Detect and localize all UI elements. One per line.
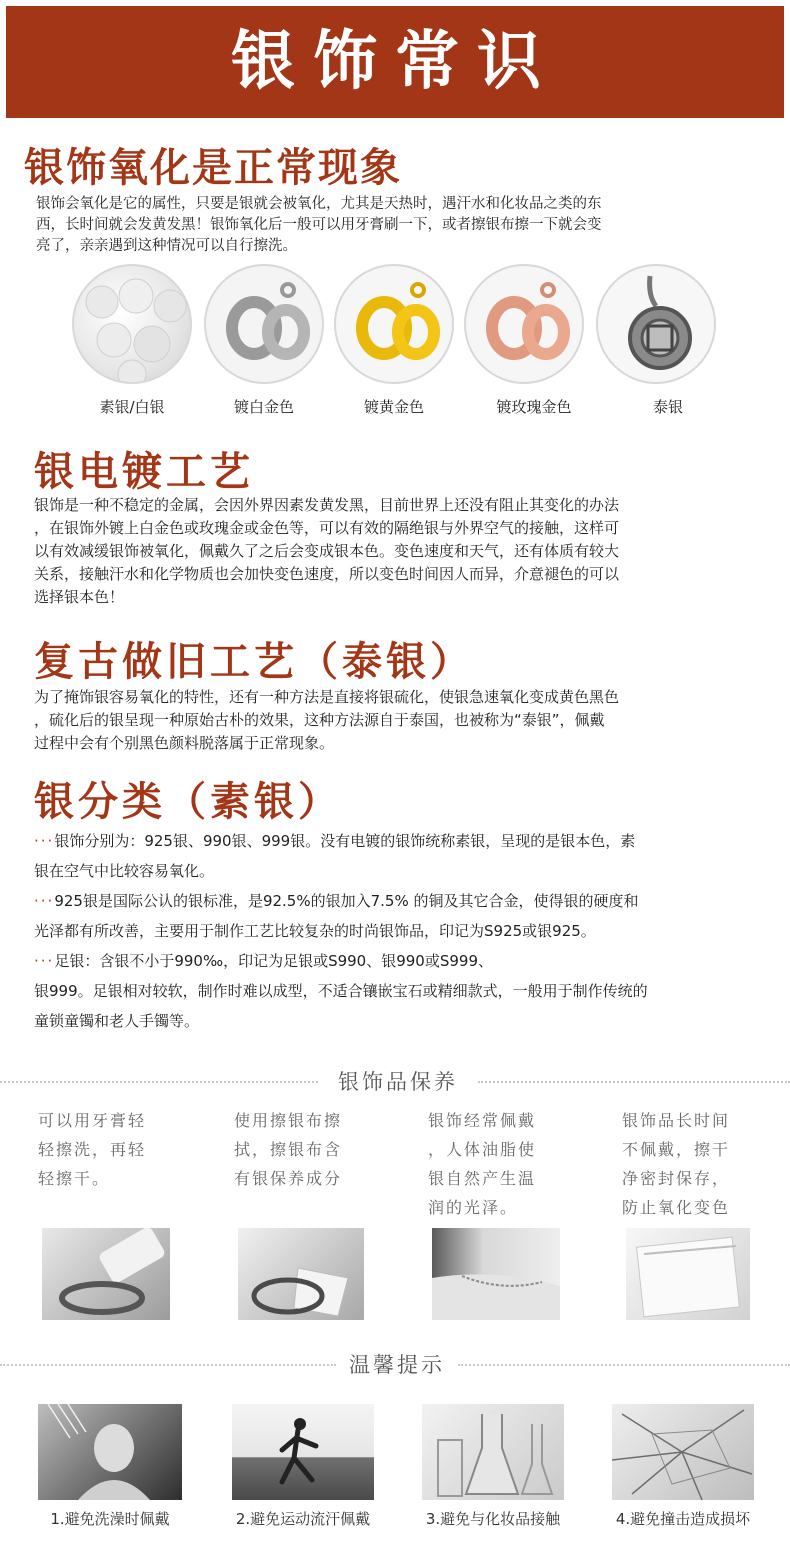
- care-tip-line: 轻擦洗，再轻: [38, 1140, 147, 1159]
- running-photo: [232, 1404, 374, 1500]
- sample-label: 镀白金色: [233, 398, 294, 416]
- care-tip-line: 不佩戴，擦干: [622, 1140, 731, 1159]
- white-gold-clasp-icon: [206, 266, 324, 384]
- chemicals-photo: [422, 1404, 564, 1500]
- banner-title: 银饰常识: [231, 25, 559, 99]
- banner-background: [6, 6, 784, 118]
- plating-line: 关系，接触汗水和化学物质也会加快变色速度，所以变色时间因人而异，介意褪色的可以: [34, 565, 620, 583]
- polishing-cloth-icon: [238, 1228, 364, 1320]
- bullet-dots: ···: [34, 952, 55, 970]
- tip-label: 4.避免撞击造成损坏: [615, 1510, 751, 1528]
- classification-text: 银饰分别为：925银、990银、999银。没有电镀的银饰统称素银，呈现的是银本色，素: [54, 832, 636, 850]
- care-tip-line: 有银保养成分: [234, 1169, 343, 1188]
- classification-text: 925银是国际公认的银标准，是92.5%的银加入7.5% 的铜及其它合金，使得银的硬度和: [54, 892, 639, 910]
- tip-label: 2.避免运动流汗佩戴: [235, 1510, 371, 1528]
- plating-line: ，在银饰外镀上白金色或玫瑰金或金色等，可以有效的隔绝银与外界空气的接触，这样可: [34, 519, 620, 537]
- care-tip-text: [38, 1106, 188, 1193]
- care-divider-right: [478, 1081, 790, 1083]
- care-divider-left: [0, 1081, 318, 1083]
- vintage-line: ，硫化后的银呈现一种原始古朴的效果，这种方法源自于泰国，也被称为“泰银”，佩戴: [34, 711, 605, 729]
- care-tip-text: [622, 1106, 772, 1222]
- plating-line: 以有效减缓银饰被氧化，佩戴久了之后会变成银本色。变色速度和天气，还有体质有较大: [34, 542, 620, 560]
- tips-title: 温馨提示: [349, 1353, 445, 1377]
- care-tip-line: 使用擦银布擦: [234, 1111, 343, 1130]
- care-tip-text: [428, 1106, 578, 1222]
- classification-paragraph: [34, 826, 779, 1036]
- care-tip-text: [234, 1106, 384, 1193]
- oxidation-heading: 银饰氧化是正常现象: [24, 145, 402, 191]
- care-tip-line: 拭，擦银布含: [234, 1140, 343, 1159]
- care-tip-line: 润的光泽。: [428, 1198, 519, 1217]
- flask-icon: [422, 1404, 564, 1500]
- runner-icon: [232, 1404, 374, 1500]
- care-tip-line: 防止氧化变色: [622, 1198, 731, 1217]
- classification-line: 光泽都有所改善，主要用于制作工艺比较复杂的时尚银饰品，印记为S925或银925。: [34, 922, 596, 940]
- sample-plain-silver-image: [72, 264, 192, 384]
- sample-yellow-gold-image: [334, 264, 454, 384]
- yellow-gold-clasp-icon: [336, 266, 454, 384]
- cloth-cleaning-photo: [238, 1228, 364, 1320]
- sample-label: 镀黄金色: [363, 398, 424, 416]
- bullet-dots: ···: [34, 832, 55, 850]
- tip-label: 3.避免与化妆品接触: [425, 1510, 561, 1528]
- care-tip-line: 净密封保存，: [622, 1169, 731, 1188]
- care-tip-line: 银饰品长时间: [622, 1111, 731, 1130]
- oxidation-paragraph: [36, 194, 766, 257]
- sample-white-gold-image: [204, 264, 324, 384]
- vintage-line: 过程中会有个别黑色颜料脱落属于正常现象。: [34, 734, 335, 752]
- classification-heading: 银分类（素银）: [34, 779, 342, 825]
- classification-line: [34, 946, 779, 976]
- wearing-bracelet-photo: [432, 1228, 560, 1320]
- plating-heading: 银电镀工艺: [34, 449, 254, 495]
- care-tip-line: ，人体油脂使: [428, 1140, 537, 1159]
- classification-line: [34, 826, 779, 856]
- toothpaste-icon: [42, 1228, 170, 1320]
- rose-gold-clasp-icon: [466, 266, 584, 384]
- care-title: 银饰品保养: [338, 1070, 458, 1094]
- oxidation-line: 西，长时间就会发黄发黑！银饰氧化后一般可以用牙膏刷一下，或者擦银布擦一下就会变: [36, 217, 602, 233]
- care-tip-line: 银饰经常佩戴: [428, 1111, 537, 1130]
- plating-paragraph: [34, 494, 774, 609]
- toothpaste-cleaning-photo: [42, 1228, 170, 1320]
- plating-line: 选择银本色！: [34, 588, 125, 606]
- classification-line: 银在空气中比较容易氧化。: [34, 862, 215, 880]
- bracelet-on-wrist-icon: [432, 1228, 560, 1320]
- care-tip-line: 可以用牙膏轻: [38, 1111, 147, 1130]
- sealed-bag-photo: [626, 1228, 750, 1320]
- classification-text: 足银：含银不小于990‰，印记为足银或S990、银990或S999、: [54, 952, 494, 970]
- tips-divider-left: [0, 1364, 336, 1366]
- sample-thai-silver-image: [596, 264, 716, 384]
- bullet-dots: ···: [34, 892, 55, 910]
- broken-glass-photo: [612, 1404, 754, 1500]
- banner: [0, 0, 790, 118]
- classification-line: 童锁童镯和老人手镯等。: [34, 1012, 200, 1030]
- vintage-paragraph: [34, 686, 774, 755]
- sample-rose-gold-image: [464, 264, 584, 384]
- plating-line: 银饰是一种不稳定的金属，会因外界因素发黄发黑，目前世界上还没有阻止其变化的办法: [34, 496, 620, 514]
- sample-label: 镀玫瑰金色: [496, 398, 572, 416]
- oxidation-line: 亮了，亲亲遇到这种情况可以自行擦洗。: [36, 238, 297, 254]
- oxidation-line: 银饰会氧化是它的属性，只要是银就会被氧化，尤其是天热时，遇汗水和化妆品之类的东: [36, 196, 602, 212]
- sample-label: 素银/白银: [99, 398, 165, 416]
- tip-label: 1.避免洗澡时佩戴: [50, 1510, 170, 1528]
- care-tip-line: 轻擦干。: [38, 1169, 111, 1188]
- sample-label: 泰银: [652, 398, 683, 416]
- vintage-line: 为了掩饰银容易氧化的特性，还有一种方法是直接将银硫化，使银急速氧化变成黄色黑色: [34, 688, 620, 706]
- shower-photo: [38, 1404, 182, 1500]
- crack-icon: [612, 1404, 754, 1500]
- care-tip-line: 银自然产生温: [428, 1169, 537, 1188]
- classification-line: 银999。足银相对较软，制作时难以成型，不适合镶嵌宝石或精细款式，一般用于制作传统的: [34, 982, 648, 1000]
- shower-icon: [38, 1404, 182, 1500]
- tips-divider-right: [458, 1364, 790, 1366]
- silver-beads-icon: [74, 266, 192, 384]
- zip-bag-icon: [626, 1228, 750, 1320]
- thai-silver-pendant-icon: [598, 266, 716, 384]
- vintage-heading: 复古做旧工艺（泰银）: [34, 639, 474, 685]
- classification-line: [34, 886, 779, 916]
